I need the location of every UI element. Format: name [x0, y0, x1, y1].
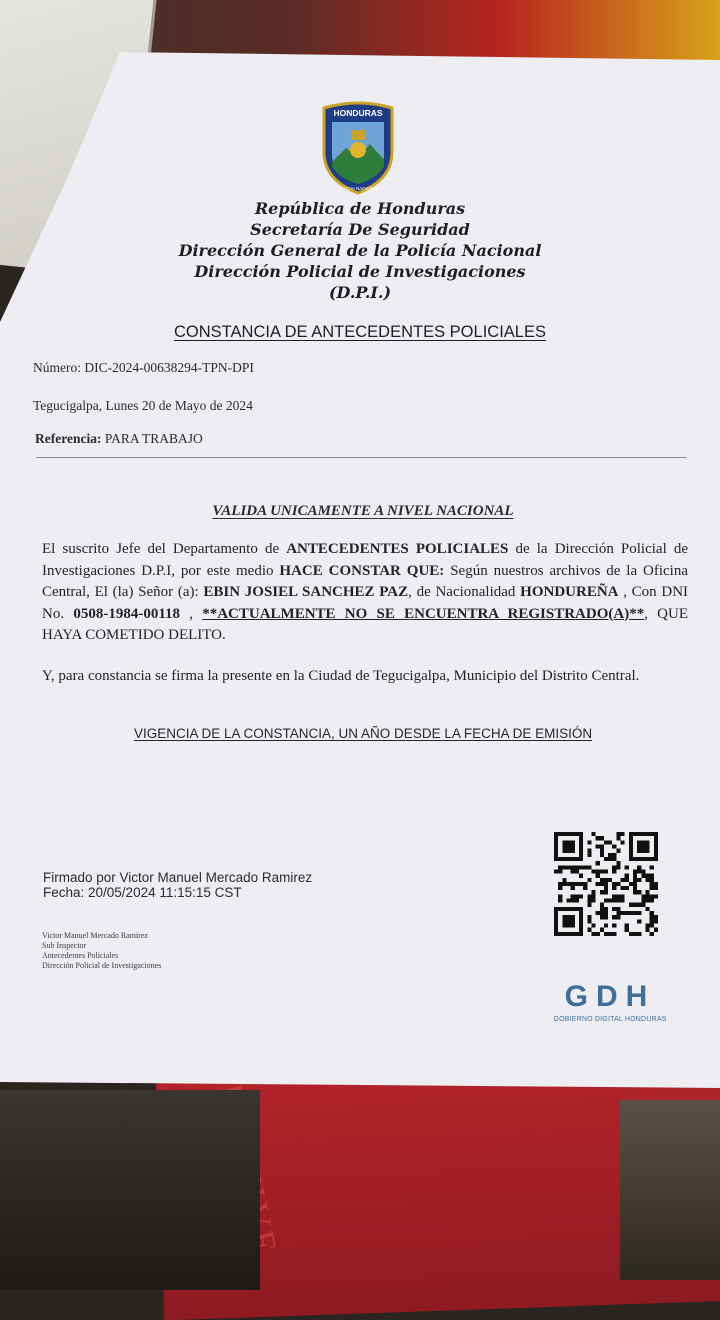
divider [36, 457, 686, 458]
signer-block [42, 931, 161, 971]
qr-code-icon[interactable] [554, 832, 658, 936]
police-emblem-icon [318, 100, 398, 195]
gdh-logo [547, 980, 673, 1023]
document-number-label: Número: [33, 360, 81, 375]
body-text-3: Según nuestros archivos de la Oficina Central, El (la) Señor (a): [42, 562, 688, 600]
certification-body [42, 539, 688, 647]
body-text-4: , de Nacionalidad [408, 584, 516, 600]
reference [35, 431, 203, 447]
header-line-direction-general: Dirección General de la Policía Nacional [178, 241, 542, 260]
gdh-logo-text: GDH [564, 980, 656, 1013]
body-text-5: , Con DNI No. [42, 584, 689, 622]
closing-statement: Y, para constancia se firma la presente en la Ciudad de Tegucigalpa, Municipio del Distrito Central. [42, 668, 640, 684]
nationality: HONDUREÑA [520, 584, 619, 600]
person-name: EBIN JOSIEL SANCHEZ PAZ [203, 584, 409, 600]
dni-number: 0508-1984-00118 [73, 605, 180, 622]
header-line-dpi: (D.P.I.) [328, 283, 392, 302]
signed-by: Firmado por Victor Manuel Mercado Ramirez [43, 870, 313, 885]
body-bold-certify: HACE CONSTAR QUE: [279, 562, 445, 579]
emblem-text-bottom: POLICIA NACIONAL [337, 186, 379, 191]
reference-value: PARA TRABAJO [104, 431, 203, 446]
body-text-2: de la Dirección Policial de Investigaciones D.P.I, por este medio [42, 541, 689, 579]
signer-department: Antecedentes Policiales [42, 951, 119, 960]
signer-rank: Sub Inspector [42, 941, 87, 950]
validity-period: VIGENCIA DE LA CONSTANCIA, UN AÑO DESDE LA FECHA DE EMISIÓN [134, 726, 593, 741]
body-text-7: , QUE HAYA COMETIDO DELITO. [42, 605, 689, 643]
signer-name: Victor Manuel Mercado Ramirez [42, 931, 148, 940]
document-title: CONSTANCIA DE ANTECEDENTES POLICIALES [174, 323, 546, 341]
reference-label: Referencia: [35, 431, 102, 446]
body-text-6: , [189, 605, 193, 622]
background-bottom-right [620, 1100, 720, 1280]
institution-header [150, 198, 570, 303]
record-status: **ACTUALMENTE NO SE ENCUENTRA REGISTRADO(A)** [202, 605, 645, 622]
validity-notice: VALIDA UNICAMENTE A NIVEL NACIONAL [212, 503, 514, 519]
background-bottom-left [0, 1090, 260, 1290]
body-text-1: El suscrito Jefe del Departamento de [42, 541, 280, 557]
document-number [33, 360, 254, 376]
body-bold-department: ANTECEDENTES POLICIALES [286, 541, 509, 557]
header-line-republic: República de Honduras [254, 199, 466, 218]
header-line-secretary: Secretaría De Seguridad [250, 220, 470, 239]
digital-signature [43, 870, 312, 900]
signer-division: Dirección Policial de Investigaciones [42, 961, 162, 970]
document-number-value: DIC-2024-00638294-TPN-DPI [84, 360, 254, 375]
header-line-direction-investigations: Dirección Policial de Investigaciones [194, 262, 526, 281]
place-date: Tegucigalpa, Lunes 20 de Mayo de 2024 [33, 398, 253, 413]
gdh-subtitle: GOBIERNO DIGITAL HONDURAS [553, 1016, 667, 1023]
signature-date: Fecha: 20/05/2024 11:15:15 CST [43, 885, 242, 900]
emblem-text: HONDURAS [333, 108, 383, 118]
